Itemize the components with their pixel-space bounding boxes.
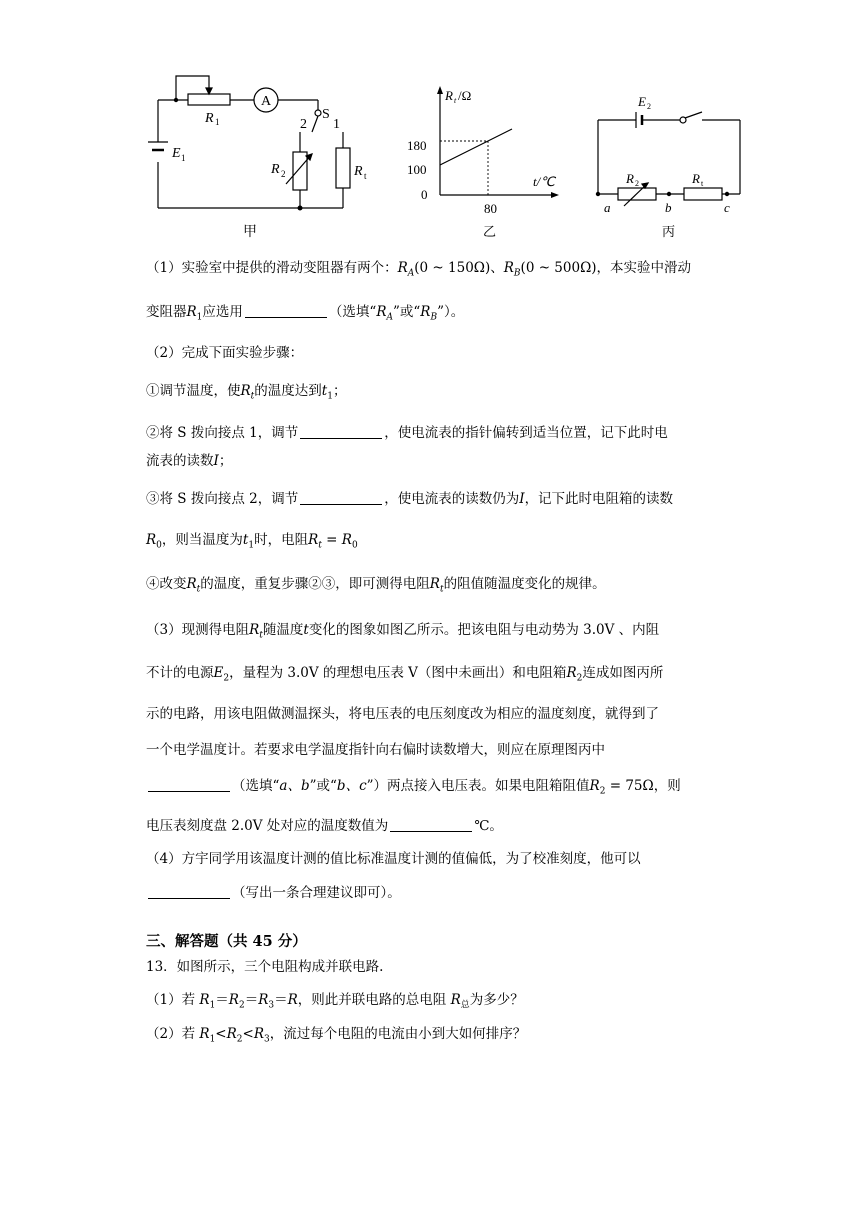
e2-sub: 2 <box>647 102 651 111</box>
y-tick-label: 180 <box>407 138 427 153</box>
q2-step4: ④改变$R_t$的温度，重复步骤②③，即可测得电阻$R_t$的阻值随温度变化的规律。 <box>146 576 606 595</box>
y-axis-unit: /Ω <box>458 88 472 103</box>
q1-line1: （1）实验室中提供的滑动变阻器有两个：$R_A(0$ ~ 150Ω)、$R_B(0$ ~ 500Ω)，本实验中滑动 <box>146 260 692 279</box>
q4-line1: （4）方宇同学用该温度计测的值比标准温度计测的值偏低，为了校准刻度，他可以 <box>146 851 641 867</box>
x-tick-label: 80 <box>484 201 497 216</box>
contact-2-label: 2 <box>300 117 307 132</box>
q3-line3: 示的电路，用该电阻做测温探头，将电压表的电压刻度改为相应的温度刻度，就得到了 <box>146 706 659 722</box>
x-axis-label: t/℃ <box>533 174 555 189</box>
q3-line5: （选填“a、b”或“b、c”）两点接入电压表。如果电阻箱阻值$R_2 = 75\Omega$，则 <box>146 776 681 802</box>
answer-blank[interactable] <box>148 884 230 899</box>
r1-label: R <box>205 111 214 126</box>
switch-label: S <box>322 107 330 122</box>
r1-sub: 1 <box>215 117 220 127</box>
y-axis-label: R <box>445 88 453 103</box>
r2-sub: 2 <box>635 179 639 188</box>
q2-title: （2）完成下面实验步骤： <box>146 345 304 361</box>
section-title: 三、解答题（共 45 分） <box>146 933 307 950</box>
q13-part2: （2）若 $R_1<R_2<R_3$，流过每个电阻的电流由小到大如何排序？ <box>146 1026 527 1045</box>
q2-step3-line2: $R_0$，则当温度为$t_1$时，电阻$R_t = R_0$ <box>146 532 358 551</box>
answer-blank[interactable] <box>300 490 382 505</box>
graph-yi <box>395 80 575 240</box>
q13-part1: （1）若 $R_1=R_2=R_3=R$，则此并联电路的总电阻 $R_总$为多少？ <box>146 992 524 1011</box>
q3-line4: 一个电学温度计。若要求电学温度指针向右偏时读数增大，则应在原理图丙中 <box>146 742 605 758</box>
e1-label: E <box>172 146 181 161</box>
answer-blank[interactable] <box>300 424 382 439</box>
ammeter-label: A <box>261 94 272 109</box>
q1-line2: 变阻器$R_1$应选用 （选填“$R_A$”或“$R_B$”）。 <box>146 304 465 323</box>
rt-sub: t <box>364 171 367 181</box>
e2-label: E <box>638 94 646 109</box>
rt-label: R <box>692 171 700 186</box>
answer-blank[interactable] <box>245 303 327 318</box>
y-tick-label: 100 <box>407 162 427 177</box>
point-b-label: b <box>665 200 672 215</box>
rt-label: R <box>354 164 363 179</box>
data-line <box>440 129 512 165</box>
y-axis-sub: t <box>454 96 457 105</box>
r2-label: R <box>271 162 280 177</box>
answer-blank[interactable] <box>390 817 472 832</box>
q13-stem: 13．如图所示，三个电阻构成并联电路. <box>146 959 384 975</box>
q3-line6: 电压表刻度盘 2.0V 处对应的温度数值为 ℃。 <box>146 818 503 834</box>
r2-sub: 2 <box>281 169 286 179</box>
q3-line1: （3）现测得电阻$R_t$随温度t变化的图象如图乙所示。把该电阻与电动势为 3.0V 、内阻 <box>146 622 660 641</box>
figure-caption-jia: 甲 <box>243 225 257 240</box>
q2-step1: ①调节温度，使$R_t$的温度达到$t_1$； <box>146 383 347 402</box>
q2-step3-line1: ③将 S 拨向接点 2，调节 ，使电流表的读数仍为I，记下此时电阻箱的读数 <box>146 491 674 507</box>
y-tick-label: 0 <box>421 187 428 202</box>
circuit-diagram-bing <box>590 90 750 240</box>
r2-label: R <box>626 171 634 186</box>
answer-blank[interactable] <box>148 777 230 792</box>
point-a-label: a <box>604 200 611 215</box>
contact-1-label: 1 <box>333 117 340 132</box>
q2-step2-line2: 流表的读数I； <box>146 453 233 469</box>
e1-sub: 1 <box>181 153 186 163</box>
figure-caption-yi: 乙 <box>483 224 497 239</box>
point-c-label: c <box>724 200 730 215</box>
circuit-diagram-jia <box>140 70 370 240</box>
q4-line2: （写出一条合理建议即可）。 <box>146 883 401 903</box>
rt-sub: t <box>701 179 704 188</box>
figure-caption-bing: 丙 <box>662 224 676 239</box>
q2-step2-line1: ②将 S 拨向接点 1，调节 ，使电流表的指针偏转到适当位置，记下此时电 <box>146 425 668 441</box>
q3-line2: 不计的电源$E_2$，量程为 3.0V 的理想电压表 V（图中未画出）和电阻箱$R_2$连成如图丙所 <box>146 665 664 684</box>
